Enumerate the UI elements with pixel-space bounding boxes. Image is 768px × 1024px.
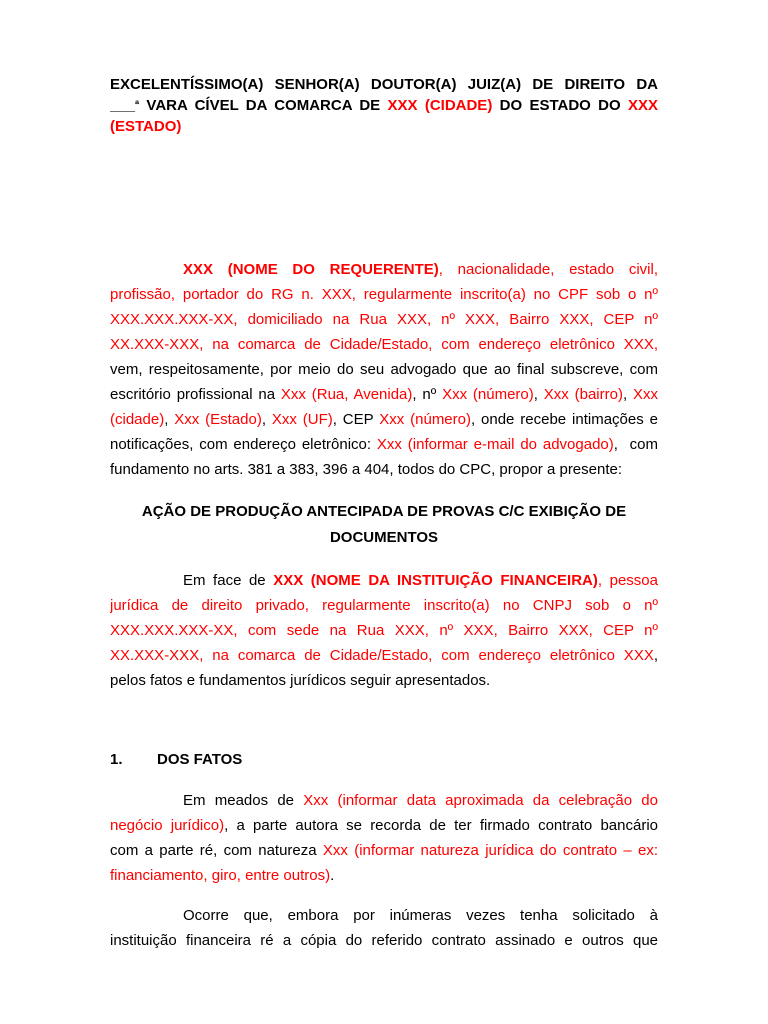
facts1-line-3 — [110, 838, 658, 863]
header-ordinal: ª — [135, 99, 140, 111]
facts-paragraph-2 — [110, 903, 658, 953]
def-line-4 — [110, 643, 658, 668]
facts-paragraph-1 — [110, 788, 658, 888]
contract-date-placeholder: Xxx (informar data aproximada da celebração do — [303, 792, 658, 809]
qual-line-1 — [110, 257, 658, 282]
qual-line-7 — [110, 407, 658, 432]
header-city-placeholder: XXX (CIDADE) — [387, 97, 493, 114]
action-title-line-2: DOCUMENTOS — [329, 529, 439, 546]
def-line-2: jurídica de direito privado, regularmente inscrito(a) no CNPJ sob o nº — [110, 597, 658, 614]
section-number: 1. — [110, 751, 123, 768]
header-line-3: (ESTADO) — [110, 118, 182, 135]
district-placeholder: Xxx (bairro) — [543, 386, 623, 403]
def-line-4-red: XX.XXX-XXX, na comarca de Cidade/Estado, com endereço eletrônico XXX — [110, 647, 654, 664]
action-title-line-1: AÇÃO DE PRODUÇÃO ANTECIPADA DE PROVAS C/C EXIBIÇÃO DE — [141, 503, 627, 520]
qual-line-2: profissão, portador do RG n. XXX, regularmente inscrito(a) no CPF sob o nº — [110, 286, 658, 303]
qual-line-7-d: , onde recebe intimações e — [470, 411, 658, 428]
city-placeholder-end: (cidade) — [110, 411, 165, 428]
state-placeholder: Xxx (Estado) — [174, 411, 262, 428]
action-title — [110, 499, 658, 551]
header-line-2 — [110, 95, 658, 116]
def-line-3: XXX.XXX.XXX-XX, com sede na Rua XXX, nº XXX, Bairro XXX, CEP nº — [110, 622, 658, 639]
section-title: DOS FATOS — [157, 751, 243, 768]
facts1-line-4 — [110, 863, 658, 888]
facts1-line-2 — [110, 813, 658, 838]
qual-line-6-b: , nº — [412, 386, 443, 403]
qual-line-9: fundamento no arts. 381 a 383, 396 a 404, todos do CPC, propor a presente: — [110, 461, 623, 478]
city-placeholder-start: Xxx — [632, 386, 658, 403]
qualification-paragraph — [110, 257, 658, 482]
def-line-1-rest: , pessoa — [597, 572, 658, 589]
qual-line-7-c: , CEP — [332, 411, 380, 428]
facts1-line-2-b: , a parte autora se recorda de ter firmado contrato bancário — [224, 817, 658, 834]
qual-line-7-b: , — [261, 411, 272, 428]
qual-line-5: vem, respeitosamente, por meio do seu advogado que ao final subscreve, com — [110, 361, 658, 378]
facts2-line-1: Ocorre que, embora por inúmeras vezes tenha solicitado à — [183, 907, 658, 924]
defendant-paragraph — [110, 568, 658, 693]
qual-line-7-a: , — [164, 411, 175, 428]
section-1-heading — [110, 747, 658, 772]
institution-name-placeholder: XXX (NOME DA INSTITUIÇÃO FINANCEIRA) — [273, 572, 598, 589]
qual-line-4: XX.XXX-XXX, na comarca de Cidade/Estado, com endereço eletrônico XXX, — [110, 336, 658, 353]
def-line-4-b: , — [653, 647, 658, 664]
qual-line-6-c: , — [533, 386, 544, 403]
def-line-1-a: Em face de — [183, 572, 274, 589]
qual-line-1-rest: , nacionalidade, estado civil, — [438, 261, 658, 278]
qual-line-8-a: notificações, com endereço eletrônico: — [110, 436, 377, 453]
qual-line-6-a: escritório profissional na — [110, 386, 281, 403]
header-line-1: EXCELENTÍSSIMO(A) SENHOR(A) DOUTOR(A) JUIZ(A) DE DIREITO DA — [110, 76, 658, 93]
qual-line-8 — [110, 432, 658, 457]
header-blank: ___ — [110, 97, 136, 114]
contract-nature-placeholder: Xxx (informar natureza jurídica do contrato – ex: — [322, 842, 658, 859]
number-placeholder: Xxx (número) — [442, 386, 534, 403]
contract-date-placeholder-end: negócio jurídico) — [110, 817, 225, 834]
facts1-line-1 — [110, 788, 658, 813]
requerente-name-placeholder: XXX (NOME DO REQUERENTE) — [183, 261, 439, 278]
header-text-a: VARA CÍVEL DA COMARCA DE — [139, 97, 388, 114]
qual-line-8-b: , com — [613, 436, 658, 453]
header-text-b: DO ESTADO DO — [492, 97, 628, 114]
street-placeholder: Xxx (Rua, Avenida) — [280, 386, 413, 403]
qual-line-6-d: , — [622, 386, 633, 403]
section-heading-line — [110, 747, 658, 772]
facts1-line-3-a: com a parte ré, com natureza — [110, 842, 323, 859]
lawyer-email-placeholder: Xxx (informar e-mail do advogado) — [376, 436, 614, 453]
facts1-line-4-b: . — [330, 867, 335, 884]
contract-nature-placeholder-end: financiamento, giro, entre outros) — [110, 867, 331, 884]
qual-line-3: XXX.XXX.XXX-XX, domiciliado na Rua XXX, nº XXX, Bairro XXX, CEP nº — [110, 311, 658, 328]
cep-placeholder: Xxx (número) — [379, 411, 471, 428]
facts1-line-1-a: Em meados de — [183, 792, 304, 809]
uf-placeholder: Xxx (UF) — [271, 411, 333, 428]
court-address-header — [110, 74, 658, 137]
qual-line-6 — [110, 382, 658, 407]
def-line-5: pelos fatos e fundamentos jurídicos seguir apresentados. — [110, 672, 491, 689]
facts2-line-2: instituição financeira ré a cópia do referido contrato assinado e outros que — [110, 932, 658, 949]
header-state-placeholder: XXX — [627, 97, 658, 114]
def-line-1 — [110, 568, 658, 593]
